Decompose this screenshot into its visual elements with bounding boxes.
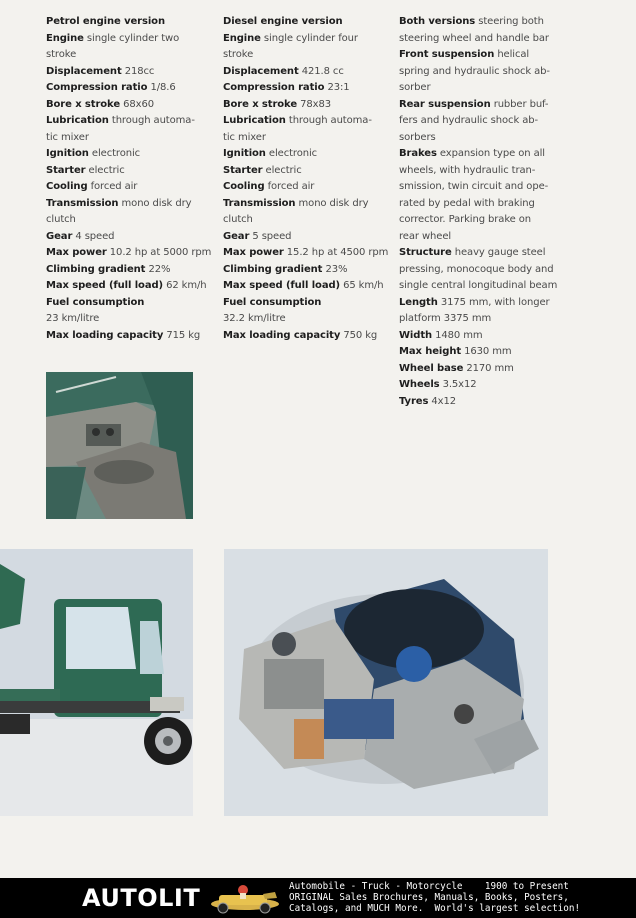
spec-line — [46, 295, 204, 312]
spec-value: clutch — [46, 214, 76, 225]
spec-value: 15.2 hp at 4500 rpm — [283, 247, 389, 258]
spec-line — [399, 14, 551, 31]
spec-line — [223, 295, 381, 312]
cab-interior-photo — [46, 372, 193, 519]
spec-label: Ignition — [46, 148, 89, 159]
spec-label: Length — [399, 296, 438, 308]
spec-value: 1630 mm — [461, 346, 512, 357]
spec-label: Front suspension — [399, 49, 495, 60]
spec-value: 421.8 cc — [298, 65, 344, 77]
spec-label: Compression ratio — [46, 82, 148, 93]
spec-label: Engine — [46, 32, 84, 44]
spec-label: Compression ratio — [223, 82, 325, 93]
spec-label: Gear — [46, 230, 73, 242]
spec-value: 3.5x12 — [439, 379, 477, 390]
spec-line — [46, 47, 204, 64]
spec-line — [399, 377, 551, 394]
spec-line — [223, 311, 381, 328]
spec-value: steering both — [475, 16, 544, 27]
spec-value: pressing, monocoque body and — [399, 263, 554, 275]
spec-value: expansion type on all — [436, 148, 545, 159]
spec-line — [399, 179, 551, 196]
spec-line — [223, 278, 384, 295]
spec-value: 22% — [145, 263, 171, 275]
spec-line — [46, 80, 204, 97]
spec-label: Cooling — [223, 181, 265, 192]
spec-value: rubber buf- — [490, 98, 549, 110]
spec-line — [223, 31, 381, 48]
spec-line — [46, 212, 204, 229]
spec-line — [223, 130, 381, 147]
spec-value: 65 km/h — [340, 280, 384, 291]
spec-line — [223, 196, 381, 213]
spec-line — [399, 328, 551, 345]
spec-label: Bore x stroke — [223, 98, 298, 110]
spec-line — [399, 311, 551, 328]
spec-value: through automa- — [285, 115, 372, 126]
spec-label: Climbing gradient — [223, 263, 323, 275]
spec-line — [399, 163, 551, 180]
spec-value: rated by pedal with braking — [399, 197, 535, 209]
spec-label: Starter — [223, 164, 263, 176]
spec-value: spring and hydraulic shock ab- — [399, 65, 550, 77]
spec-value: 3175 mm, with longer — [437, 296, 550, 308]
truck-photo — [0, 549, 193, 816]
spec-label: Starter — [46, 164, 86, 176]
spec-line — [46, 113, 204, 130]
spec-label: Brakes — [399, 148, 437, 159]
spec-value: single cylinder two — [83, 32, 180, 44]
spec-label: Transmission — [223, 197, 296, 209]
cab-interior-image — [46, 372, 193, 519]
spec-value: steering wheel and handle bar — [399, 32, 549, 44]
spec-line — [399, 196, 551, 213]
spec-value: helical — [494, 49, 530, 60]
spec-line — [399, 64, 551, 81]
autolit-logo: AUTOLIT — [82, 884, 201, 912]
spec-line — [46, 311, 204, 328]
spec-line — [399, 31, 551, 48]
spec-value: electronic — [88, 148, 141, 159]
spec-line — [223, 229, 381, 246]
spec-value: electric — [262, 164, 302, 176]
spec-label: Cooling — [46, 181, 88, 192]
spec-value: corrector. Parking brake on — [399, 214, 532, 225]
spec-label: Climbing gradient — [46, 263, 146, 275]
spec-line — [223, 328, 381, 345]
spec-label: Max height — [399, 346, 462, 357]
spec-label: Fuel consumption — [46, 296, 145, 308]
spec-value: 1480 mm — [432, 329, 483, 341]
spec-label: Both versions — [399, 16, 476, 27]
spec-line — [223, 80, 381, 97]
spec-line — [46, 196, 204, 213]
spec-line — [46, 146, 204, 163]
spec-line — [223, 212, 381, 229]
engine-photo — [224, 549, 548, 816]
spec-value: 78x83 — [297, 98, 331, 110]
spec-line — [46, 31, 204, 48]
spec-value: stroke — [46, 49, 77, 60]
spec-label: Ignition — [223, 148, 266, 159]
spec-value: 5 speed — [249, 230, 292, 242]
spec-value: 23:1 — [324, 82, 350, 93]
spec-line — [399, 295, 551, 312]
spec-line — [46, 328, 204, 345]
spec-line — [399, 47, 551, 64]
spec-line — [46, 278, 207, 295]
spec-label: Displacement — [223, 65, 299, 77]
spec-value: wheels, with hydraulic tran- — [399, 164, 536, 176]
spec-column-petrol — [46, 14, 212, 344]
spec-line — [399, 97, 551, 114]
spec-value: heavy gauge steel — [451, 247, 546, 258]
spec-value: through automa- — [108, 115, 195, 126]
spec-label: Rear suspension — [399, 98, 491, 110]
spec-column-common — [399, 14, 558, 410]
spec-line — [399, 80, 551, 97]
spec-label: Max power — [46, 247, 107, 258]
spec-line — [46, 245, 212, 262]
spec-line — [399, 212, 551, 229]
spec-line — [46, 130, 204, 147]
spec-label: Wheel base — [399, 362, 464, 374]
spec-value: single central longitudinal beam — [399, 280, 558, 291]
truck-image — [0, 549, 193, 816]
spec-value: 68x60 — [120, 98, 154, 110]
spec-label: Max loading capacity — [46, 329, 164, 341]
spec-column-diesel — [223, 14, 389, 344]
spec-value: forced air — [87, 181, 138, 192]
spec-line — [46, 64, 204, 81]
spec-value: clutch — [223, 214, 253, 225]
spec-value: sorbers — [399, 131, 436, 143]
petrol-spec-list — [46, 31, 212, 345]
spec-line — [46, 179, 204, 196]
spec-value: single cylinder four — [260, 32, 358, 44]
spec-value: 750 kg — [340, 329, 378, 341]
petrol-heading: Petrol engine version — [46, 16, 165, 27]
spec-value: 23 km/litre — [46, 313, 100, 324]
spec-line — [399, 146, 551, 163]
spec-line — [399, 361, 551, 378]
spec-line — [399, 130, 551, 147]
spec-label: Transmission — [46, 197, 119, 209]
spec-line — [46, 262, 204, 279]
spec-line — [399, 344, 551, 361]
spec-line — [399, 113, 551, 130]
spec-line — [399, 262, 554, 279]
spec-value: mono disk dry — [295, 197, 369, 209]
spec-line — [223, 97, 381, 114]
spec-line — [223, 113, 381, 130]
diesel-heading: Diesel engine version — [223, 16, 343, 27]
spec-line — [223, 146, 381, 163]
spec-value: 4x12 — [428, 395, 457, 407]
spec-value: 715 kg — [163, 329, 201, 341]
spec-line — [223, 179, 381, 196]
spec-value: fers and hydraulic shock ab- — [399, 115, 538, 126]
spec-line — [223, 163, 381, 180]
spec-line — [223, 47, 381, 64]
common-spec-list — [399, 14, 558, 410]
spec-line — [46, 229, 204, 246]
diesel-spec-list — [223, 31, 389, 345]
spec-value: mono disk dry — [118, 197, 192, 209]
spec-line — [46, 163, 204, 180]
footer-banner — [0, 878, 636, 918]
spec-line — [399, 278, 558, 295]
spec-value: 218cc — [121, 65, 155, 77]
spec-value: 62 km/h — [163, 280, 207, 291]
spec-label: Bore x stroke — [46, 98, 121, 110]
spec-label: Width — [399, 329, 433, 341]
spec-label: Gear — [223, 230, 250, 242]
spec-label: Lubrication — [46, 115, 109, 126]
spec-value: 4 speed — [72, 230, 115, 242]
spec-value: electronic — [265, 148, 318, 159]
spec-value: 10.2 hp at 5000 rpm — [106, 247, 212, 258]
engine-image — [224, 549, 548, 816]
footer-tagline: Automobile - Truck - Motorcycle 1900 to Present ORIGINAL Sales Brochures, Manuals, Books, Posters, Catalogs, and MUCH More. World's largest selection! — [289, 881, 581, 914]
spec-value: sorber — [399, 82, 431, 93]
spec-line — [223, 245, 389, 262]
spec-value: 1/8.6 — [147, 82, 176, 93]
spec-line — [399, 229, 551, 246]
spec-value: smission, twin circuit and ope- — [399, 181, 549, 192]
spec-line — [399, 245, 551, 262]
spec-label: Max speed (full load) — [223, 280, 340, 291]
spec-value: rear wheel — [399, 230, 452, 242]
spec-value: 23% — [322, 263, 348, 275]
spec-value: 2170 mm — [463, 362, 514, 374]
spec-value: tic mixer — [223, 131, 266, 143]
spec-value: forced air — [264, 181, 315, 192]
spec-label: Max power — [223, 247, 284, 258]
spec-value: stroke — [223, 49, 254, 60]
spec-value: tic mixer — [46, 131, 89, 143]
spec-value: platform 3375 mm — [399, 313, 492, 324]
spec-line — [223, 64, 381, 81]
spec-label: Structure — [399, 247, 452, 258]
spec-line — [46, 97, 204, 114]
spec-label: Wheels — [399, 379, 440, 390]
spec-label: Displacement — [46, 65, 122, 77]
spec-line — [399, 394, 551, 411]
spec-label: Max loading capacity — [223, 329, 341, 341]
spec-label: Max speed (full load) — [46, 280, 163, 291]
spec-label: Engine — [223, 32, 261, 44]
spec-value: 32.2 km/litre — [223, 313, 286, 324]
spec-label: Tyres — [399, 395, 429, 407]
vintage-car-icon — [205, 882, 285, 914]
spec-value: electric — [85, 164, 125, 176]
spec-label: Lubrication — [223, 115, 286, 126]
spec-label: Fuel consumption — [223, 296, 322, 308]
spec-line — [223, 262, 381, 279]
